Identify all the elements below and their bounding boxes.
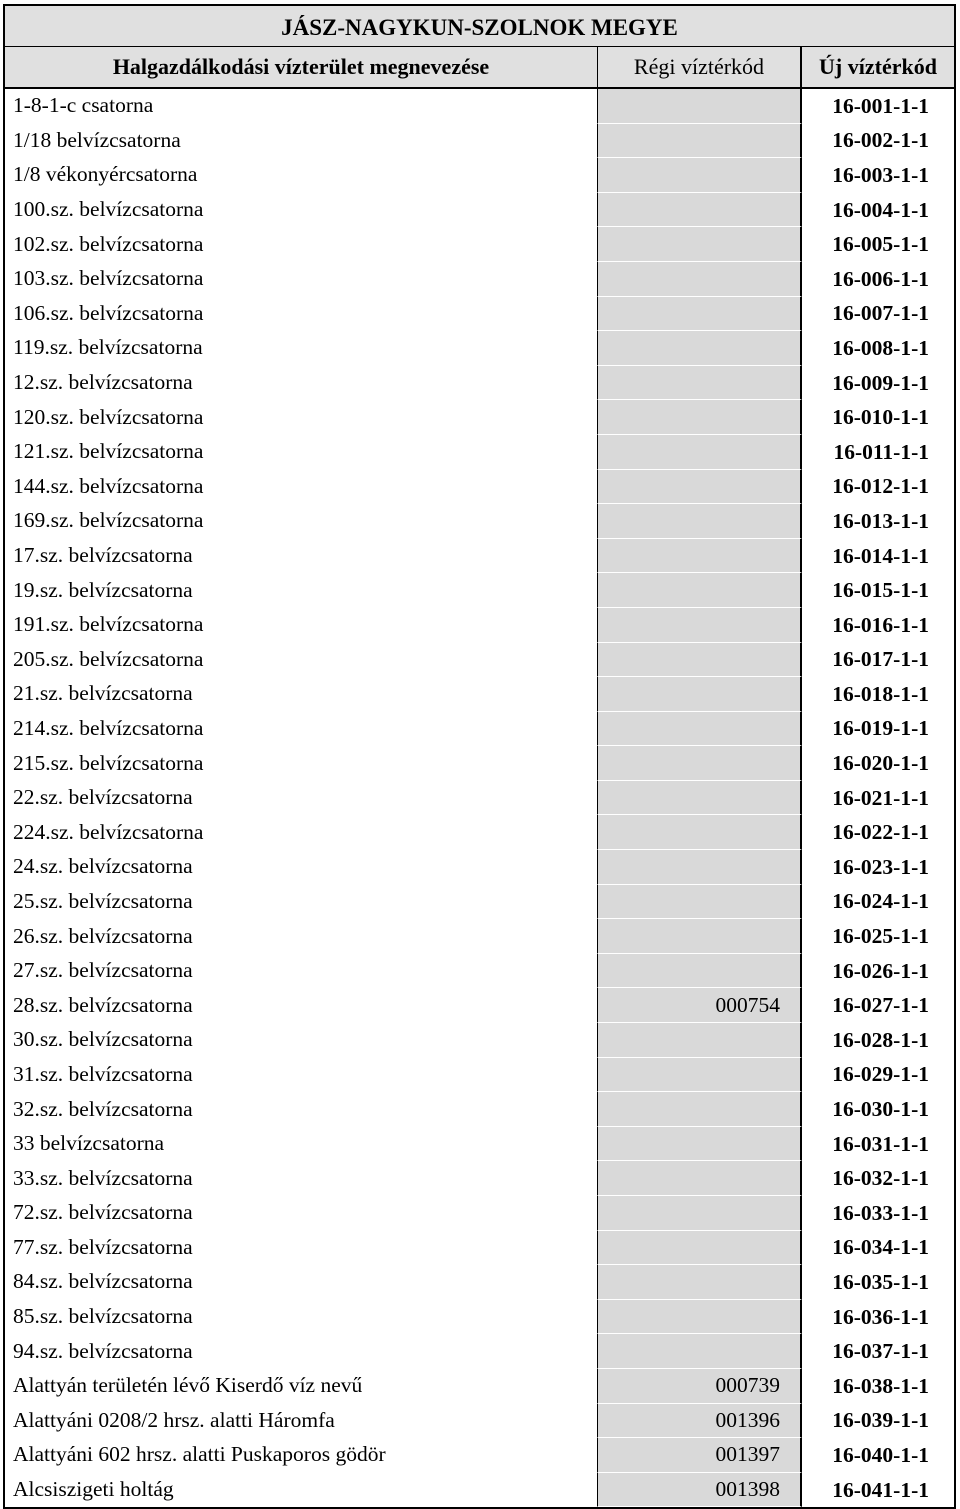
- old-code-cell: [598, 1196, 802, 1231]
- waterbody-name-cell: 27.sz. belvízcsatorna: [5, 954, 598, 989]
- waterbody-name-cell: 100.sz. belvízcsatorna: [5, 193, 598, 228]
- waterbody-name-cell: 24.sz. belvízcsatorna: [5, 850, 598, 885]
- new-code-cell: 16-019-1-1: [832, 716, 929, 741]
- old-code-cell: [598, 885, 802, 920]
- column-header-new-code: Új víztérkód: [819, 54, 937, 79]
- table-row: [5, 919, 954, 954]
- old-code-cell: [598, 400, 802, 435]
- new-code-cell: 16-002-1-1: [832, 128, 929, 153]
- old-code-cell: [598, 1265, 802, 1300]
- old-code-cell: [598, 1161, 802, 1196]
- old-code-cell: [598, 227, 802, 262]
- waterbody-name-cell: 26.sz. belvízcsatorna: [5, 919, 598, 954]
- new-code-cell: 16-020-1-1: [832, 751, 929, 776]
- waterbody-name-cell: 119.sz. belvízcsatorna: [5, 331, 598, 366]
- table-row: [5, 366, 954, 401]
- old-code-cell: [598, 331, 802, 366]
- waterbody-name-cell: 30.sz. belvízcsatorna: [5, 1023, 598, 1058]
- waterbody-name-cell: Alattyán területén lévő Kiserdő víz nevű: [5, 1369, 598, 1404]
- new-code-cell: 16-033-1-1: [832, 1200, 929, 1225]
- waterbody-name-cell: Alattyáni 0208/2 hrsz. alatti Háromfa: [5, 1404, 598, 1439]
- old-code-cell: [598, 954, 802, 989]
- table-row: [5, 1473, 954, 1508]
- new-code-cell: 16-017-1-1: [832, 647, 929, 672]
- table-row: [5, 1404, 954, 1439]
- waterbody-name-cell: 1/8 vékonyércsatorna: [5, 158, 598, 193]
- table-row: [5, 89, 954, 124]
- waterbody-name-cell: 224.sz. belvízcsatorna: [5, 815, 598, 850]
- waterbody-name-cell: 21.sz. belvízcsatorna: [5, 677, 598, 712]
- old-code-cell: [598, 1023, 802, 1058]
- old-code-cell: [598, 573, 802, 608]
- new-code-cell: 16-037-1-1: [832, 1339, 929, 1364]
- old-code-cell: [598, 1334, 802, 1369]
- county-title: JÁSZ-NAGYKUN-SZOLNOK MEGYE: [5, 6, 954, 47]
- old-code-cell: [598, 815, 802, 850]
- new-code-cell: 16-030-1-1: [832, 1097, 929, 1122]
- table-row: [5, 331, 954, 366]
- table-row: [5, 850, 954, 885]
- old-code-cell: [598, 608, 802, 643]
- table-row: [5, 1300, 954, 1335]
- old-code-cell: [598, 435, 802, 470]
- new-code-cell: 16-031-1-1: [832, 1131, 929, 1156]
- new-code-cell: 16-041-1-1: [832, 1477, 929, 1502]
- waterbody-name-cell: 106.sz. belvízcsatorna: [5, 297, 598, 332]
- old-code-cell: [598, 919, 802, 954]
- table-row: [5, 400, 954, 435]
- table-row: [5, 227, 954, 262]
- waterbody-name-cell: 169.sz. belvízcsatorna: [5, 504, 598, 539]
- new-code-cell: 16-023-1-1: [832, 854, 929, 879]
- table-row: [5, 781, 954, 816]
- old-code-cell: [598, 677, 802, 712]
- waterbody-name-cell: 32.sz. belvízcsatorna: [5, 1092, 598, 1127]
- waterbody-name-cell: 1-8-1-c csatorna: [5, 89, 598, 124]
- table-row: [5, 1265, 954, 1300]
- old-code-cell: [598, 712, 802, 747]
- old-code-cell: [598, 781, 802, 816]
- old-code-cell: [598, 643, 802, 678]
- new-code-cell: 16-007-1-1: [832, 301, 929, 326]
- waterbody-name-cell: 102.sz. belvízcsatorna: [5, 227, 598, 262]
- new-code-cell: 16-024-1-1: [832, 889, 929, 914]
- new-code-cell: 16-039-1-1: [832, 1408, 929, 1433]
- old-code-cell: [598, 746, 802, 781]
- new-code-cell: 16-027-1-1: [832, 993, 929, 1018]
- old-code-cell: [598, 1231, 802, 1266]
- table-row: [5, 1058, 954, 1093]
- table-row: [5, 712, 954, 747]
- new-code-cell: 16-032-1-1: [832, 1166, 929, 1191]
- table-row: [5, 573, 954, 608]
- new-code-cell: 16-011-1-1: [833, 439, 929, 464]
- old-code-cell: [598, 158, 802, 193]
- waterbody-name-cell: 33.sz. belvízcsatorna: [5, 1161, 598, 1196]
- table-row: [5, 539, 954, 574]
- new-code-cell: 16-013-1-1: [832, 508, 929, 533]
- table-row: [5, 1334, 954, 1369]
- column-header-old-code: Régi víztérkód: [598, 47, 802, 87]
- new-code-cell: 16-006-1-1: [832, 266, 929, 291]
- table-row: [5, 988, 954, 1023]
- waterbody-name-cell: 120.sz. belvízcsatorna: [5, 400, 598, 435]
- new-code-cell: 16-010-1-1: [832, 405, 929, 430]
- new-code-cell: 16-036-1-1: [832, 1304, 929, 1329]
- old-code-cell: [598, 89, 802, 124]
- new-code-cell: 16-038-1-1: [832, 1373, 929, 1398]
- table-row: [5, 954, 954, 989]
- table-row: [5, 297, 954, 332]
- new-code-cell: 16-034-1-1: [832, 1235, 929, 1260]
- waterbody-name-cell: Alcsiszigeti holtág: [5, 1473, 598, 1508]
- table-header: [5, 47, 954, 89]
- old-code-cell: 001396: [598, 1404, 802, 1439]
- waterbody-name-cell: 31.sz. belvízcsatorna: [5, 1058, 598, 1093]
- old-code-cell: [598, 850, 802, 885]
- new-code-cell: 16-014-1-1: [832, 543, 929, 568]
- new-code-cell: 16-022-1-1: [832, 820, 929, 845]
- waterbody-name-cell: 191.sz. belvízcsatorna: [5, 608, 598, 643]
- old-code-cell: [598, 470, 802, 505]
- table-row: [5, 193, 954, 228]
- table-row: [5, 1438, 954, 1473]
- table-body: [5, 89, 954, 1507]
- waterbody-name-cell: 121.sz. belvízcsatorna: [5, 435, 598, 470]
- new-code-cell: 16-040-1-1: [832, 1442, 929, 1467]
- waterbody-name-cell: 17.sz. belvízcsatorna: [5, 539, 598, 574]
- table-row: [5, 124, 954, 159]
- waterbody-name-cell: 33 belvízcsatorna: [5, 1127, 598, 1162]
- waterbody-name-cell: 85.sz. belvízcsatorna: [5, 1300, 598, 1335]
- waterbody-name-cell: 103.sz. belvízcsatorna: [5, 262, 598, 297]
- table-row: [5, 262, 954, 297]
- old-code-cell: [598, 539, 802, 574]
- new-code-cell: 16-025-1-1: [832, 924, 929, 949]
- table-row: [5, 1161, 954, 1196]
- table-row: [5, 677, 954, 712]
- waterbody-name-cell: 144.sz. belvízcsatorna: [5, 470, 598, 505]
- old-code-cell: 001398: [598, 1473, 802, 1508]
- new-code-cell: 16-018-1-1: [832, 681, 929, 706]
- table-row: [5, 746, 954, 781]
- new-code-cell: 16-028-1-1: [832, 1027, 929, 1052]
- old-code-cell: [598, 193, 802, 228]
- waterbody-name-cell: 72.sz. belvízcsatorna: [5, 1196, 598, 1231]
- old-code-cell: [598, 262, 802, 297]
- waterbody-name-cell: 1/18 belvízcsatorna: [5, 124, 598, 159]
- table-row: [5, 1196, 954, 1231]
- table-row: [5, 608, 954, 643]
- waterbody-name-cell: Alattyáni 602 hrsz. alatti Puskaporos gödör: [5, 1438, 598, 1473]
- new-code-cell: 16-035-1-1: [832, 1269, 929, 1294]
- new-code-cell: 16-008-1-1: [832, 335, 929, 360]
- waterbody-name-cell: 94.sz. belvízcsatorna: [5, 1334, 598, 1369]
- old-code-cell: [598, 1058, 802, 1093]
- waterbody-name-cell: 84.sz. belvízcsatorna: [5, 1265, 598, 1300]
- old-code-cell: 000739: [598, 1369, 802, 1404]
- waterbody-name-cell: 19.sz. belvízcsatorna: [5, 573, 598, 608]
- column-header-name: Halgazdálkodási vízterület megnevezése: [5, 47, 598, 87]
- old-code-cell: 001397: [598, 1438, 802, 1473]
- waterbody-name-cell: 22.sz. belvízcsatorna: [5, 781, 598, 816]
- new-code-cell: 16-012-1-1: [832, 474, 929, 499]
- waterbody-name-cell: 215.sz. belvízcsatorna: [5, 746, 598, 781]
- new-code-cell: 16-021-1-1: [832, 785, 929, 810]
- table-row: [5, 504, 954, 539]
- table-row: [5, 1369, 954, 1404]
- new-code-cell: 16-015-1-1: [832, 578, 929, 603]
- new-code-cell: 16-016-1-1: [832, 612, 929, 637]
- waterbody-name-cell: 12.sz. belvízcsatorna: [5, 366, 598, 401]
- old-code-cell: [598, 504, 802, 539]
- new-code-cell: 16-029-1-1: [832, 1062, 929, 1087]
- table-row: [5, 1023, 954, 1058]
- waterbody-name-cell: 25.sz. belvízcsatorna: [5, 885, 598, 920]
- old-code-cell: [598, 297, 802, 332]
- table-row: [5, 885, 954, 920]
- waterbody-name-cell: 77.sz. belvízcsatorna: [5, 1231, 598, 1266]
- table-row: [5, 1231, 954, 1266]
- waterbody-name-cell: 28.sz. belvízcsatorna: [5, 988, 598, 1023]
- table-row: [5, 643, 954, 678]
- table-row: [5, 470, 954, 505]
- old-code-cell: [598, 1127, 802, 1162]
- new-code-cell: 16-003-1-1: [832, 162, 929, 187]
- old-code-cell: [598, 1300, 802, 1335]
- new-code-cell: 16-009-1-1: [832, 370, 929, 395]
- old-code-cell: 000754: [598, 988, 802, 1023]
- new-code-cell: 16-026-1-1: [832, 958, 929, 983]
- document-table: [3, 4, 956, 1509]
- table-row: [5, 435, 954, 470]
- waterbody-name-cell: 205.sz. belvízcsatorna: [5, 643, 598, 678]
- waterbody-name-cell: 214.sz. belvízcsatorna: [5, 712, 598, 747]
- old-code-cell: [598, 1092, 802, 1127]
- table-row: [5, 158, 954, 193]
- table-row: [5, 1127, 954, 1162]
- new-code-cell: 16-004-1-1: [832, 197, 929, 222]
- old-code-cell: [598, 124, 802, 159]
- old-code-cell: [598, 366, 802, 401]
- new-code-cell: 16-001-1-1: [832, 93, 929, 118]
- new-code-cell: 16-005-1-1: [832, 232, 929, 257]
- table-row: [5, 1092, 954, 1127]
- table-row: [5, 815, 954, 850]
